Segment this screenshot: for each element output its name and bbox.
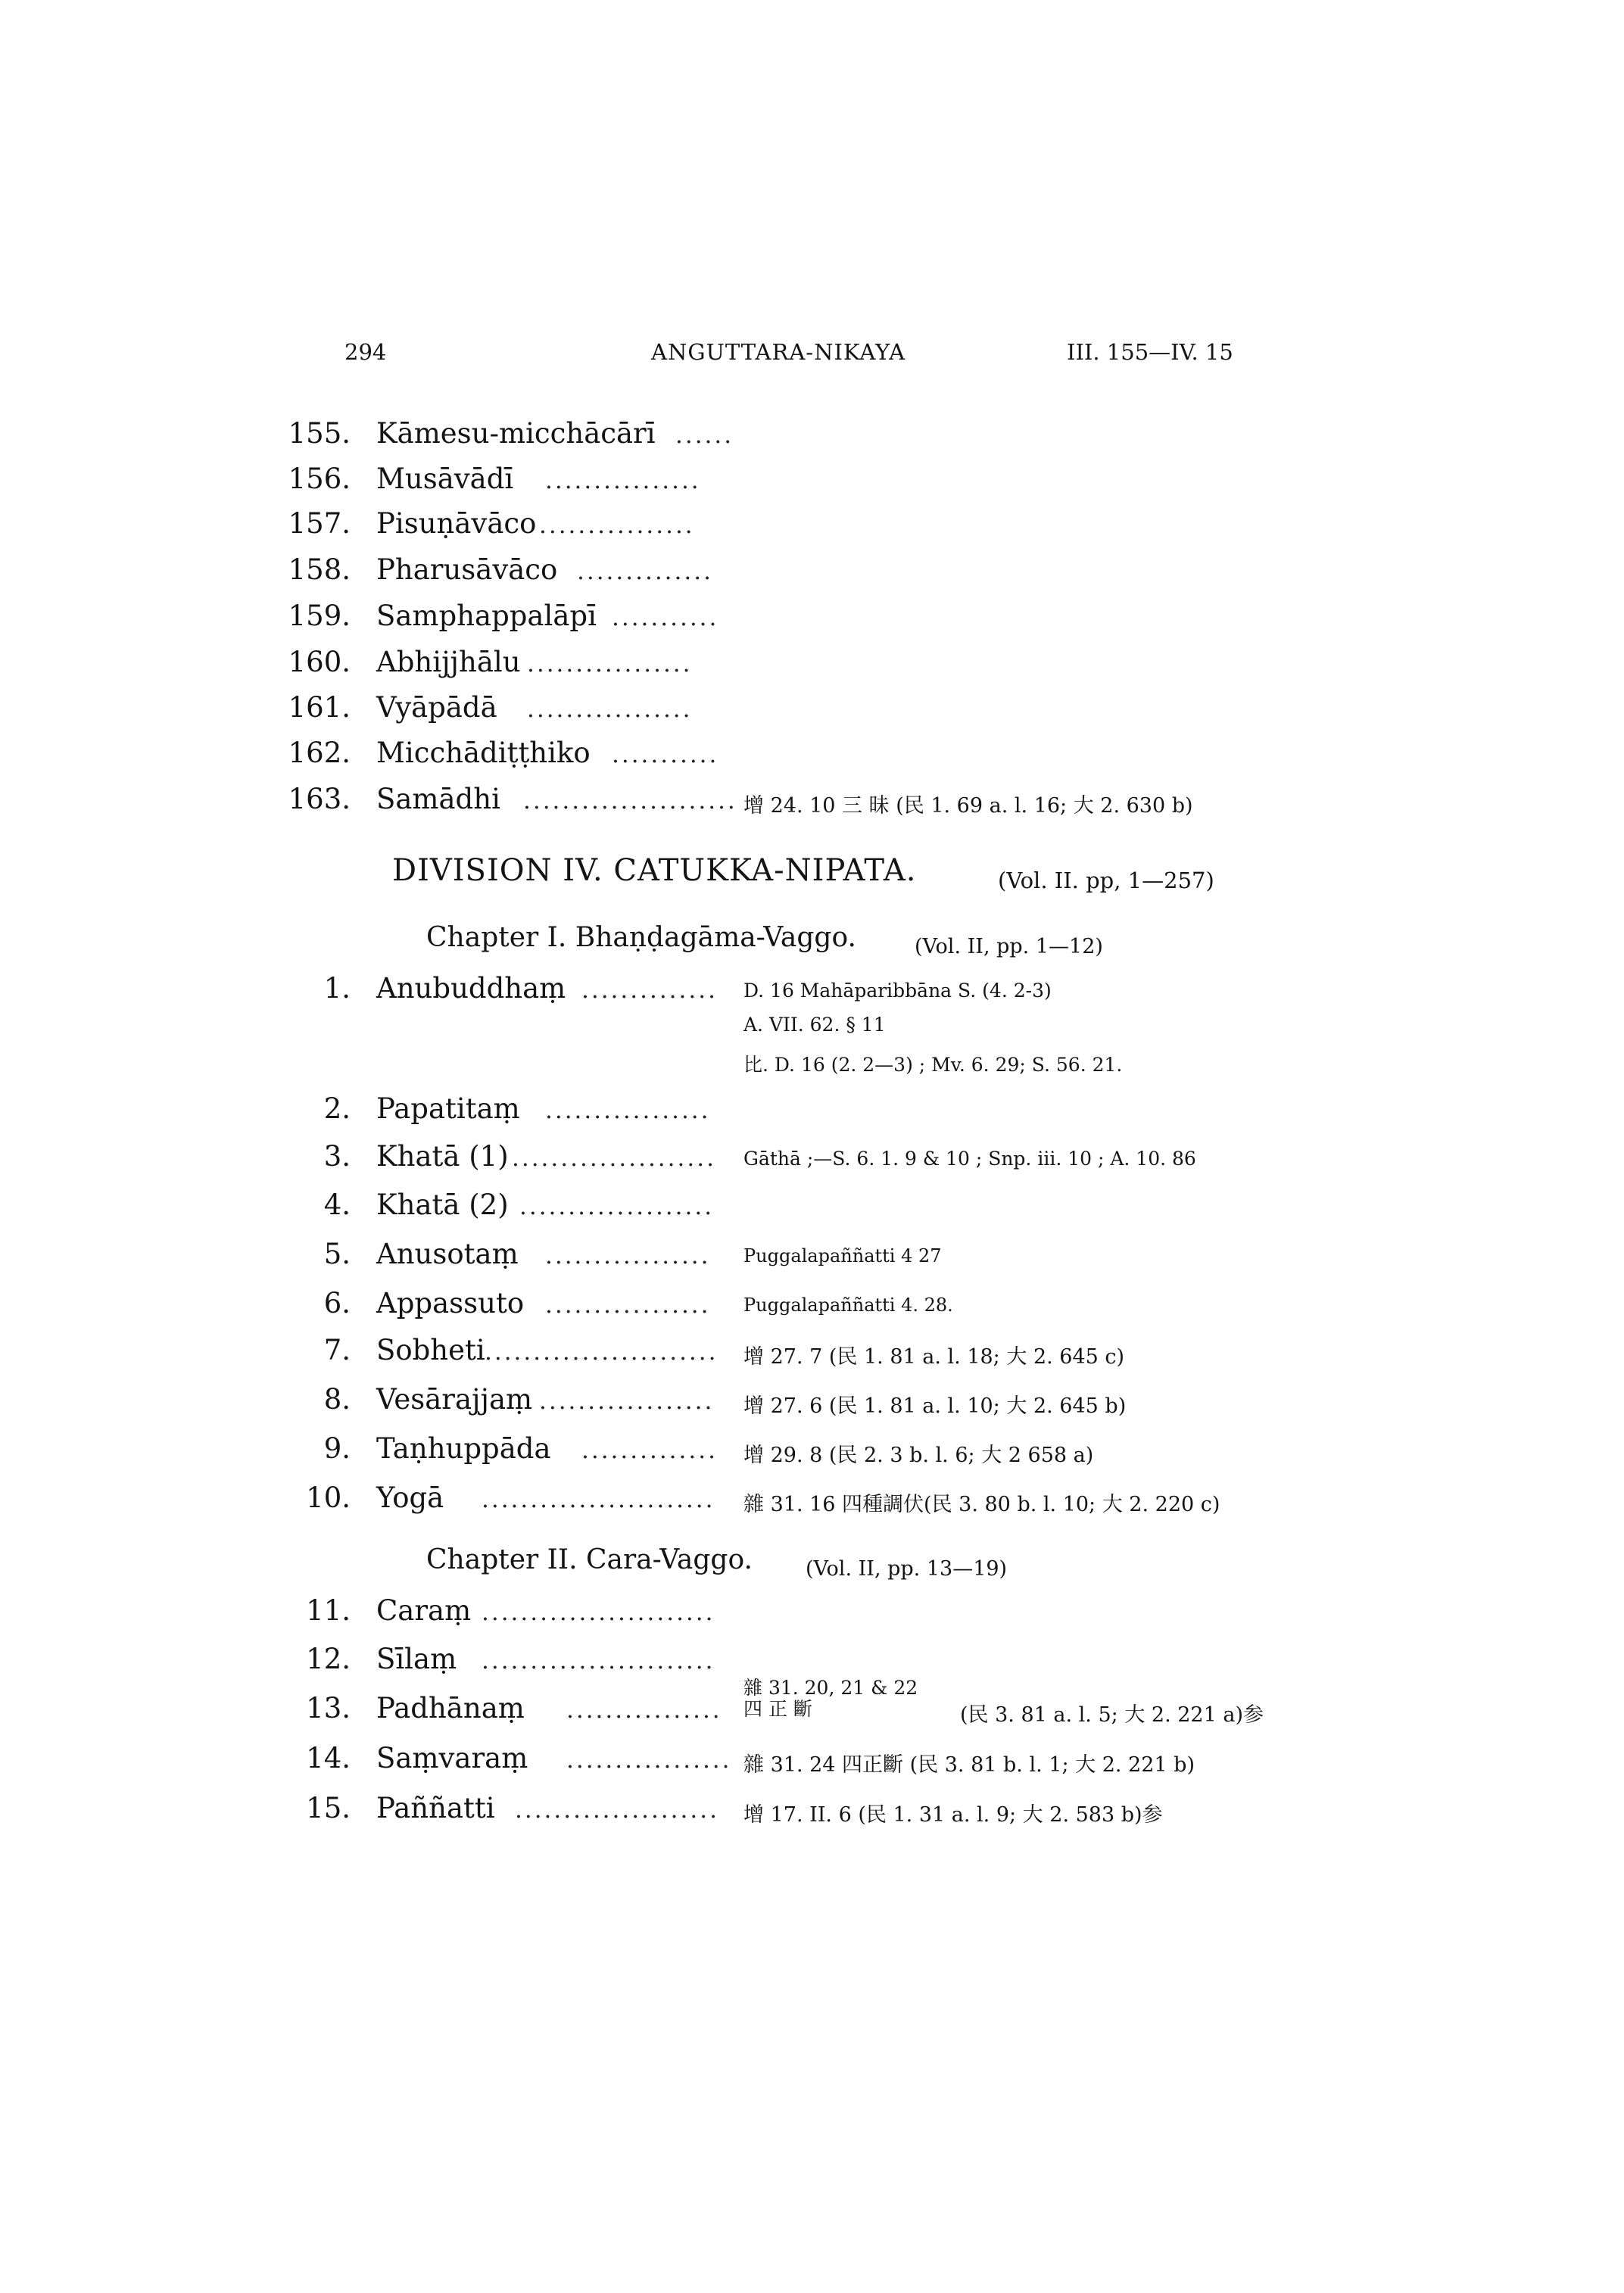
leader-dots: ........................ — [485, 1338, 718, 1366]
entry-number: 156. — [288, 463, 351, 495]
entry-number: 7. — [323, 1334, 351, 1366]
entry-title: Anusotaṃ — [376, 1238, 519, 1270]
stack-line-1: 雜 31. 20, 21 & 22 — [743, 1677, 918, 1699]
leader-dots: ................. — [527, 650, 693, 678]
cross-reference-extra: 比. D. 16 (2. 2—3) ; Mv. 6. 29; S. 56. 21. — [743, 1054, 1123, 1076]
cross-reference: Puggalapaññatti 4. 28. — [743, 1294, 953, 1316]
stack-line-2: 四 正 斷 — [743, 1698, 812, 1720]
leader-dots: ........... — [612, 604, 719, 631]
entry-title: Pharusāvāco — [376, 553, 558, 586]
leader-dots: .............. — [581, 977, 718, 1004]
entry-title: Papatitaṃ — [376, 1092, 520, 1125]
entry-number: 2. — [323, 1092, 351, 1125]
entry-title: Kāmesu-micchācārī — [376, 417, 656, 450]
leader-dots: ................. — [566, 1746, 732, 1774]
entry-number: 155. — [288, 417, 351, 450]
chapter-volume-text: (Vol. II, pp. 13—19) — [806, 1557, 1008, 1581]
entry-title: Sīlaṃ — [376, 1643, 457, 1675]
chapter-title: Chapter I. Bhaṇḍagāma-Vaggo. — [426, 922, 856, 953]
cross-reference: (民 3. 81 a. l. 5; 大 2. 221 a)参 — [960, 1703, 1264, 1727]
leader-dots: ................ — [566, 1696, 722, 1724]
entry-title: Vesārajjaṃ — [376, 1383, 533, 1416]
chapter-title: Chapter II. Cara-Vaggo. — [426, 1544, 753, 1575]
entry-title: Samādhi — [376, 783, 500, 815]
leader-dots: ........................ — [482, 1647, 715, 1675]
leader-dots: ................. — [545, 1242, 711, 1270]
entry-title: Micchādiṭṭhiko — [376, 737, 591, 769]
entry-number: 5. — [323, 1238, 351, 1270]
leader-dots: ................. — [545, 1291, 711, 1319]
entry-title: Saṃvaraṃ — [376, 1742, 528, 1774]
entry-title: Yogā — [376, 1481, 444, 1514]
cross-reference: Puggalapaññatti 4 27 — [743, 1245, 942, 1266]
entry-number: 160. — [288, 646, 351, 678]
cross-reference: 增 24. 10 三 昧 (民 1. 69 a. l. 16; 大 2. 630 b) — [743, 794, 1193, 818]
entry-title: Paññatti — [376, 1792, 495, 1824]
cross-reference: 雜 31. 16 四種調伏(民 3. 80 b. l. 10; 大 2. 220 c) — [743, 1493, 1220, 1516]
leader-dots: .............. — [581, 1437, 718, 1464]
entry-title: Vyāpādā — [376, 691, 497, 724]
cross-reference-extra: A. VII. 62. § 11 — [743, 1014, 886, 1036]
cross-reference: 增 27. 6 (民 1. 81 a. l. 10; 大 2. 645 b) — [743, 1394, 1127, 1418]
leader-dots: .............. — [577, 558, 713, 585]
leader-dots: ...................... — [523, 787, 737, 815]
entry-title: Appassuto — [376, 1287, 525, 1319]
chapter-volume — [915, 929, 1103, 960]
cross-reference: 增 27. 7 (民 1. 81 a. l. 18; 大 2. 645 c) — [743, 1345, 1125, 1369]
leader-dots: ................. — [527, 696, 693, 723]
leader-dots: ................. — [545, 1097, 711, 1124]
entry-number: 162. — [288, 737, 351, 769]
leader-dots: ..................... — [512, 1145, 716, 1172]
entry-number: 161. — [288, 691, 351, 724]
entry-number: 8. — [323, 1383, 351, 1416]
leader-dots: ................ — [545, 467, 701, 494]
entry-title: Abhijjhālu — [376, 646, 521, 678]
cross-reference: D. 16 Mahāparibbāna S. (4. 2-3) — [743, 980, 1052, 1002]
entry-title: Caraṃ — [376, 1594, 472, 1627]
cross-reference: 雜 31. 24 四正斷 (民 3. 81 b. l. 1; 大 2. 221 b) — [743, 1753, 1195, 1777]
entry-number: 3. — [323, 1140, 351, 1173]
entry-title: Khatā (1) — [376, 1140, 509, 1173]
entry-number: 163. — [288, 783, 351, 815]
leader-dots: ........................ — [482, 1599, 715, 1626]
running-title: ANGUTTARA-NIKAYA — [651, 339, 906, 365]
division-volume — [998, 861, 1214, 896]
entry-number: 12. — [306, 1643, 351, 1675]
entry-title: Samphappalāpī — [376, 600, 597, 632]
entry-title: Taṇhuppāda — [376, 1432, 551, 1465]
leader-dots: .................... — [519, 1193, 715, 1220]
entry-number: 1. — [323, 972, 351, 1005]
entry-number: 4. — [323, 1189, 351, 1221]
page-range: III. 155—IV. 15 — [1067, 339, 1233, 365]
cross-reference: 增 29. 8 (民 2. 3 b. l. 6; 大 2 658 a) — [743, 1444, 1094, 1467]
entry-number: 14. — [306, 1742, 351, 1774]
chapter-volume-text: (Vol. II, pp. 1—12) — [915, 935, 1103, 958]
entry-title: Anubuddhaṃ — [376, 972, 566, 1005]
leader-dots: ........... — [612, 741, 719, 768]
cross-reference-stacked — [743, 1678, 918, 1720]
leader-dots: ........................ — [482, 1486, 715, 1513]
entry-number: 159. — [288, 600, 351, 632]
entry-number: 10. — [306, 1481, 351, 1514]
entry-title: Musāvādī — [376, 463, 514, 495]
chapter-volume — [806, 1551, 1007, 1582]
cross-reference: Gāthā ;—S. 6. 1. 9 & 10 ; Snp. iii. 10 ; A. 10. 86 — [743, 1148, 1196, 1170]
division-volume-text: (Vol. II. pp, 1—257) — [998, 868, 1214, 893]
entry-number: 6. — [323, 1287, 351, 1319]
leader-dots: ...... — [675, 422, 734, 449]
division-title: DIVISION IV. CATUKKA-NIPATA. — [392, 853, 917, 888]
entry-number: 9. — [323, 1432, 351, 1465]
leader-dots: ................ — [539, 512, 695, 539]
entry-number: 158. — [288, 553, 351, 586]
cross-reference: 增 17. II. 6 (民 1. 31 a. l. 9; 大 2. 583 b)参 — [743, 1803, 1163, 1827]
entry-title: Sobheti — [376, 1334, 485, 1366]
entry-title: Pisuṇāvāco — [376, 507, 537, 540]
page-number: 294 — [344, 339, 387, 365]
entry-title: Padhānaṃ — [376, 1692, 525, 1724]
leader-dots: ..................... — [515, 1796, 719, 1824]
entry-number: 157. — [288, 507, 351, 540]
entry-number: 13. — [306, 1692, 351, 1724]
entry-number: 11. — [306, 1594, 351, 1627]
entry-title: Khatā (2) — [376, 1189, 509, 1221]
entry-number: 15. — [306, 1792, 351, 1824]
leader-dots: .................. — [539, 1388, 715, 1415]
